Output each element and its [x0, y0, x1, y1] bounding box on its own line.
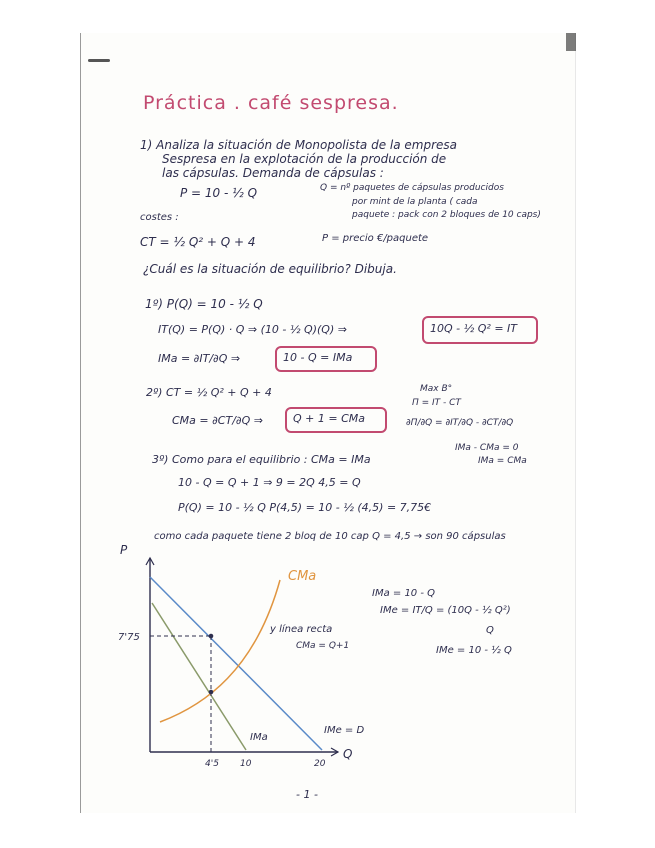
graph-note-1: y línea recta: [270, 624, 333, 635]
ima-label: IMa: [250, 732, 268, 743]
step3-line2: 10 - Q = Q + 1 ⇒ 9 = 2Q 4,5 = Q: [178, 476, 361, 489]
intro-line-3: las cápsulas. Demanda de cápsulas :: [162, 166, 384, 180]
step2-side-5: IMa = CMa: [478, 456, 527, 466]
ime-line: [150, 577, 322, 750]
step1-total-income: IT(Q) = P(Q) · Q ⇒ (10 - ½ Q)(Q) ⇒: [158, 323, 347, 336]
equilibrium-question: ¿Cuál es la situación de equilibrio? Dibuja.: [143, 262, 397, 276]
page-title: Práctica . café sespresa.: [143, 92, 399, 114]
q-definition-3: paquete : pack con 2 bloques de 10 caps): [352, 210, 541, 220]
cma-label: CMa: [288, 569, 317, 584]
price-definition: P = precio €/paquete: [322, 233, 429, 244]
step2-side-1: Max B°: [420, 384, 453, 394]
right-ime-eq: IMe = IT/Q = (10Q - ½ Q²): [380, 605, 511, 616]
ima-cma-intersection: [209, 690, 214, 695]
graph-note-2: CMa = Q+1: [296, 641, 350, 651]
q-definition-2: por mint de la planta ( cada: [352, 197, 478, 207]
step2-side-3: ∂Π/∂Q = ∂IT/∂Q - ∂CT/∂Q: [406, 418, 514, 428]
step1-ima-result: 10 - Q = IMa: [283, 351, 353, 364]
step1-demand: 1º) P(Q) = 10 - ½ Q: [145, 297, 263, 311]
right-ima-eq: IMa = 10 - Q: [372, 588, 436, 599]
step3-line4: como cada paquete tiene 2 bloq de 10 cap Q = 4,5 → son 90 cápsulas: [154, 531, 506, 542]
q-axis-label: Q: [343, 747, 353, 761]
step2-side-4: IMa - CMa = 0: [455, 443, 519, 453]
right-ime-simplified: IMe = 10 - ½ Q: [436, 645, 512, 656]
step3-line1: 3º) Como para el equilibrio : CMa = IMa: [152, 453, 371, 466]
q-tick-45: 4'5: [205, 759, 219, 769]
step1-marginal-income: IMa = ∂IT/∂Q ⇒: [158, 352, 241, 365]
ime-label: IMe = D: [324, 725, 365, 736]
page-number: - 1 -: [296, 788, 318, 801]
q-definition-1: Q = nº paquetes de cápsulas producidos: [320, 183, 504, 193]
equilibrium-price-point: [209, 634, 214, 639]
right-ime-denominator: Q: [486, 625, 494, 636]
cma-curve: [160, 580, 280, 722]
step3-line3: P(Q) = 10 - ½ Q P(4,5) = 10 - ½ (4,5) = 7,75€: [178, 501, 432, 514]
q-tick-20: 20: [314, 759, 326, 769]
q-tick-10: 10: [240, 759, 252, 769]
p-axis-label: P: [120, 543, 128, 557]
demand-equation: P = 10 - ½ Q: [180, 186, 258, 200]
intro-line-2: Sespresa en la explotación de la producción de: [162, 152, 447, 166]
step1-it-result: 10Q - ½ Q² = IT: [430, 322, 518, 335]
p-tick: 7'75: [118, 632, 140, 643]
intro-line-1: 1) Analiza la situación de Monopolista de la empresa: [140, 138, 458, 152]
step2-marginal-cost: CMa = ∂CT/∂Q ⇒: [172, 414, 263, 427]
step2-cma-result: Q + 1 = CMa: [293, 412, 365, 425]
cost-equation: CT = ½ Q² + Q + 4: [140, 235, 256, 249]
step2-side-2: Π = IT - CT: [412, 398, 461, 408]
ima-line: [152, 603, 246, 750]
step2-cost: 2º) CT = ½ Q² + Q + 4: [146, 386, 272, 399]
costes-label: costes :: [140, 212, 179, 223]
